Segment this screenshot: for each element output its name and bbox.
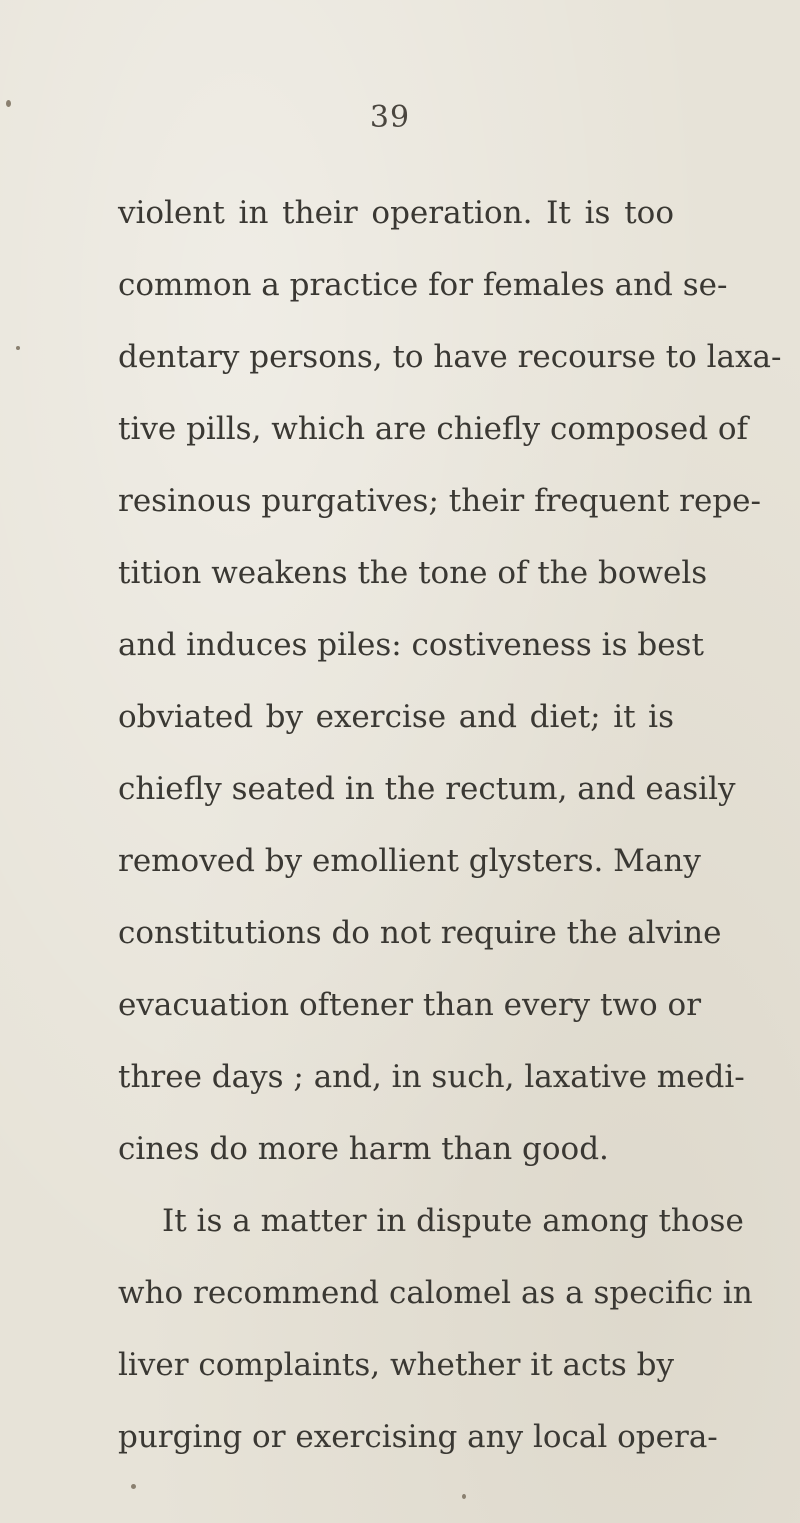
text-line: resinous purgatives; their frequent repe- [118, 483, 761, 519]
text-line: removed by emollient glysters. Many [118, 843, 701, 879]
paper-speck [6, 100, 11, 107]
text-line: constitutions do not require the alvine [118, 915, 722, 951]
text-line: purging or exercising any local opera- [118, 1419, 718, 1455]
text-line: evacuation oftener than every two or [118, 987, 702, 1023]
text-line: tition weakens the tone of the bowels [118, 555, 708, 591]
text-line: who recommend calomel as a specific in [118, 1275, 753, 1311]
text-line: cines do more harm than good. [118, 1131, 609, 1167]
paragraph-first-line: It is a matter in dispute among those [162, 1203, 744, 1239]
page-number: 39 [369, 100, 411, 135]
text-line: obviated by exercise and diet; it is [118, 699, 674, 735]
text-line: violent in their operation. It is too [118, 195, 674, 231]
text-line: chiefly seated in the rectum, and easily [118, 771, 736, 807]
paper-speck [462, 1494, 466, 1499]
text-line: three days ; and, in such, laxative medi- [118, 1059, 745, 1095]
paper-speck [16, 346, 20, 350]
text-line: liver complaints, whether it acts by [118, 1347, 674, 1383]
text-line: and induces piles: costiveness is best [118, 627, 704, 663]
text-line: dentary persons, to have recourse to laxa- [118, 339, 782, 375]
paper-speck [131, 1484, 136, 1489]
text-line: tive pills, which are chiefly composed of [118, 411, 749, 447]
text-line: common a practice for females and se- [118, 267, 728, 303]
